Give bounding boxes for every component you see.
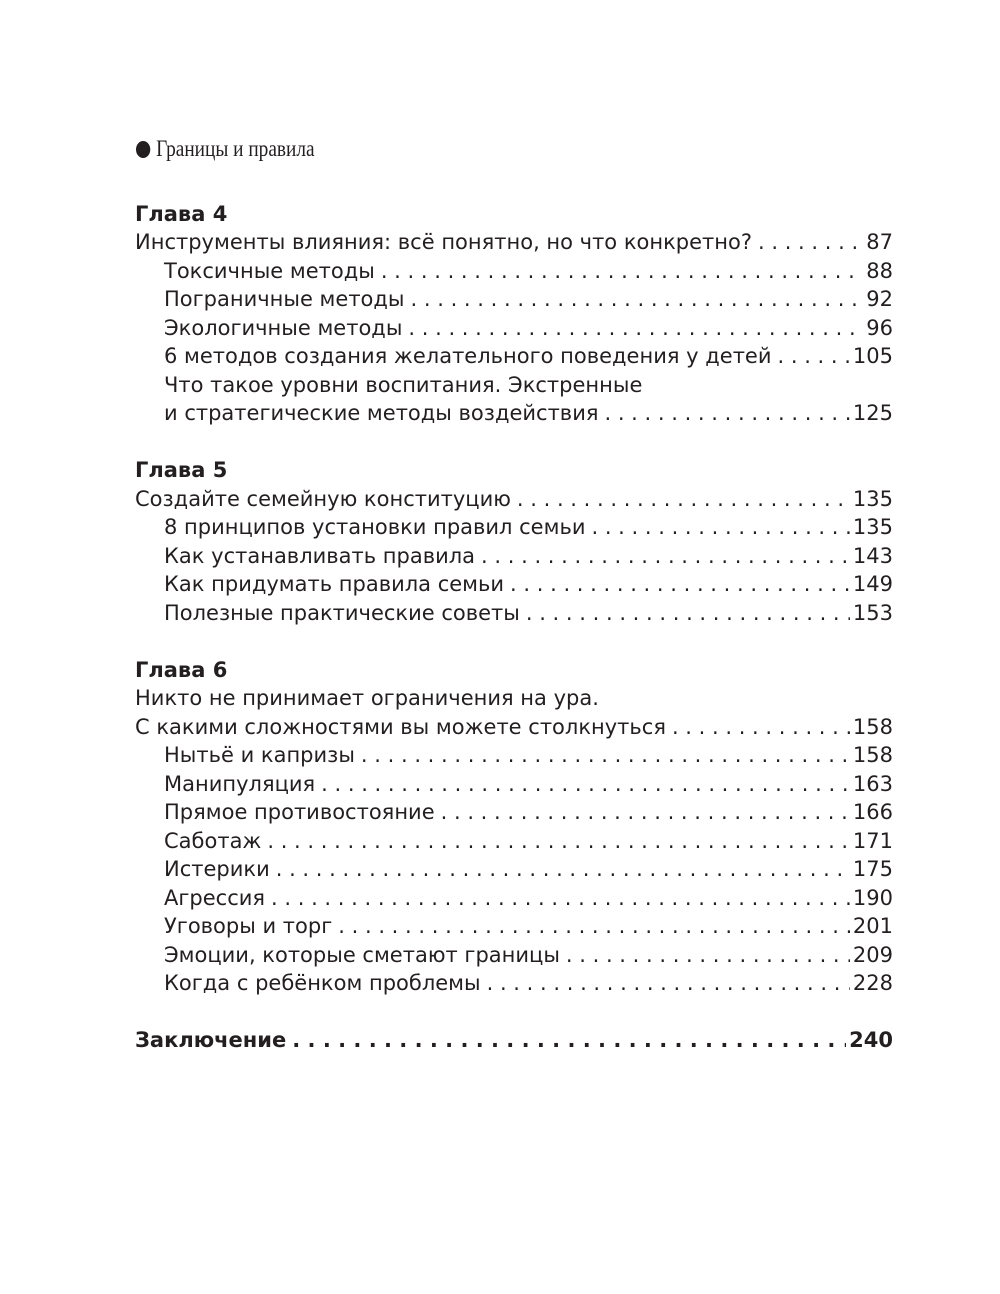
toc-entry-title: Манипуляция: [164, 772, 316, 796]
dot-leader: [604, 399, 849, 427]
toc-entry-title-line1: Никто не принимает ограничения на ура.: [135, 686, 599, 710]
chapter-label: Глава 6: [135, 658, 228, 682]
toc-page-number: 87: [866, 230, 893, 254]
chapter-label: Глава 5: [135, 458, 228, 482]
dot-leader: [271, 884, 850, 912]
toc-entry-title: Экологичные методы: [164, 316, 403, 340]
dot-leader: [591, 513, 849, 541]
section-title: Границы и правила: [156, 136, 315, 161]
toc-page-number: 190: [852, 886, 893, 910]
dot-leader: [267, 827, 850, 855]
toc-page-number: 166: [852, 800, 893, 824]
toc-page-number: 175: [852, 857, 893, 881]
toc-page-number: 158: [852, 743, 893, 767]
dot-leader: [411, 285, 864, 313]
toc-entry[interactable]: [164, 827, 893, 855]
toc-entry-chapter-title[interactable]: [135, 485, 893, 513]
dot-leader: [321, 770, 850, 798]
toc-entry-title: 8 принципов установки правил семьи: [164, 515, 586, 539]
toc-entry[interactable]: [164, 399, 893, 427]
dot-leader: [276, 855, 850, 883]
toc-entry-title: Полезные практические советы: [164, 601, 520, 625]
toc-entry[interactable]: [164, 542, 893, 570]
toc-page-number: 201: [852, 914, 893, 938]
toc-page-number: 228: [852, 971, 893, 995]
toc-entry[interactable]: [164, 741, 893, 769]
toc-entry[interactable]: [164, 342, 893, 370]
dot-leader: [758, 228, 863, 256]
toc-entry[interactable]: [164, 798, 893, 826]
toc-page-number: 143: [852, 544, 893, 568]
toc-entry-title: Агрессия: [164, 886, 266, 910]
toc-page-number: 135: [852, 515, 893, 539]
toc-page-number: 240: [849, 1028, 893, 1052]
dot-leader: [381, 257, 863, 285]
toc-page-number: 92: [866, 287, 893, 311]
dot-leader: [338, 912, 850, 940]
toc-entry[interactable]: [164, 855, 893, 883]
toc-entry-title: Прямое противостояние: [164, 800, 435, 824]
toc-entry-title: Пограничные методы: [164, 287, 405, 311]
toc-page-number: 158: [852, 715, 893, 739]
toc-page-number: 209: [852, 943, 893, 967]
toc-page-number: 135: [852, 487, 893, 511]
toc-entry-title: Когда с ребёнком проблемы: [164, 971, 481, 995]
toc-entry-chapter-title[interactable]: [135, 713, 893, 741]
toc-page-number: 171: [852, 829, 893, 853]
toc-entry[interactable]: [164, 257, 893, 285]
section-header: [136, 136, 315, 162]
toc-entry-title: и стратегические методы воздействия: [164, 401, 599, 425]
toc-entry-title: Как придумать правила семьи: [164, 572, 505, 596]
bullet-icon: [136, 141, 150, 158]
toc-entry[interactable]: [164, 770, 893, 798]
toc-page-number: 163: [852, 772, 893, 796]
toc-entry[interactable]: [164, 570, 893, 598]
toc-entry-title: Истерики: [164, 857, 270, 881]
dot-leader: [441, 798, 850, 826]
dot-leader: [517, 485, 850, 513]
dot-leader: [672, 713, 850, 741]
dot-leader: [408, 314, 863, 342]
toc-page-number: 105: [852, 344, 893, 368]
toc-page-number: 149: [852, 572, 893, 596]
toc-entry[interactable]: [164, 912, 893, 940]
toc-page-number: 96: [866, 316, 893, 340]
toc-entry-title: Эмоции, которые сметают границы: [164, 943, 560, 967]
toc-entry[interactable]: [164, 884, 893, 912]
toc-entry-title: Создайте семейную конституцию: [135, 487, 511, 511]
dot-leader: [510, 570, 850, 598]
toc-entry-title: Инструменты влияния: всё понятно, но что конкретно?: [135, 230, 752, 254]
toc-entry-title: Саботаж: [164, 829, 262, 853]
toc-page-number: 125: [852, 401, 893, 425]
toc-entry-title: 6 методов создания желательного поведения у детей: [164, 344, 772, 368]
toc-entry[interactable]: [164, 599, 893, 627]
dot-leader: [361, 741, 850, 769]
dot-leader: [566, 941, 850, 969]
toc-entry-title: Нытьё и капризы: [164, 743, 355, 767]
chapter-label: Глава 4: [135, 202, 228, 226]
toc-entry-title-line1: Что такое уровни воспитания. Экстренные: [164, 373, 643, 397]
toc-entry-conclusion[interactable]: [135, 1026, 893, 1054]
dot-leader: [292, 1026, 846, 1054]
toc-entry[interactable]: [164, 969, 893, 997]
dot-leader: [526, 599, 850, 627]
toc-entry[interactable]: [164, 941, 893, 969]
toc-entry[interactable]: [164, 285, 893, 313]
toc-entry-title: Заключение: [135, 1028, 287, 1052]
dot-leader: [778, 342, 850, 370]
toc-entry[interactable]: [164, 513, 893, 541]
toc-entry-chapter-title[interactable]: [135, 228, 893, 256]
dot-leader: [487, 969, 850, 997]
toc-entry-title: Как устанавливать правила: [164, 544, 476, 568]
toc-entry-title: Уговоры и торг: [164, 914, 333, 938]
toc-entry-title: С какими сложностями вы можете столкнуться: [135, 715, 666, 739]
toc-page-number: 153: [852, 601, 893, 625]
toc-entry-title: Токсичные методы: [164, 259, 375, 283]
toc-entry[interactable]: [164, 314, 893, 342]
toc-page-number: 88: [866, 259, 893, 283]
dot-leader: [481, 542, 850, 570]
